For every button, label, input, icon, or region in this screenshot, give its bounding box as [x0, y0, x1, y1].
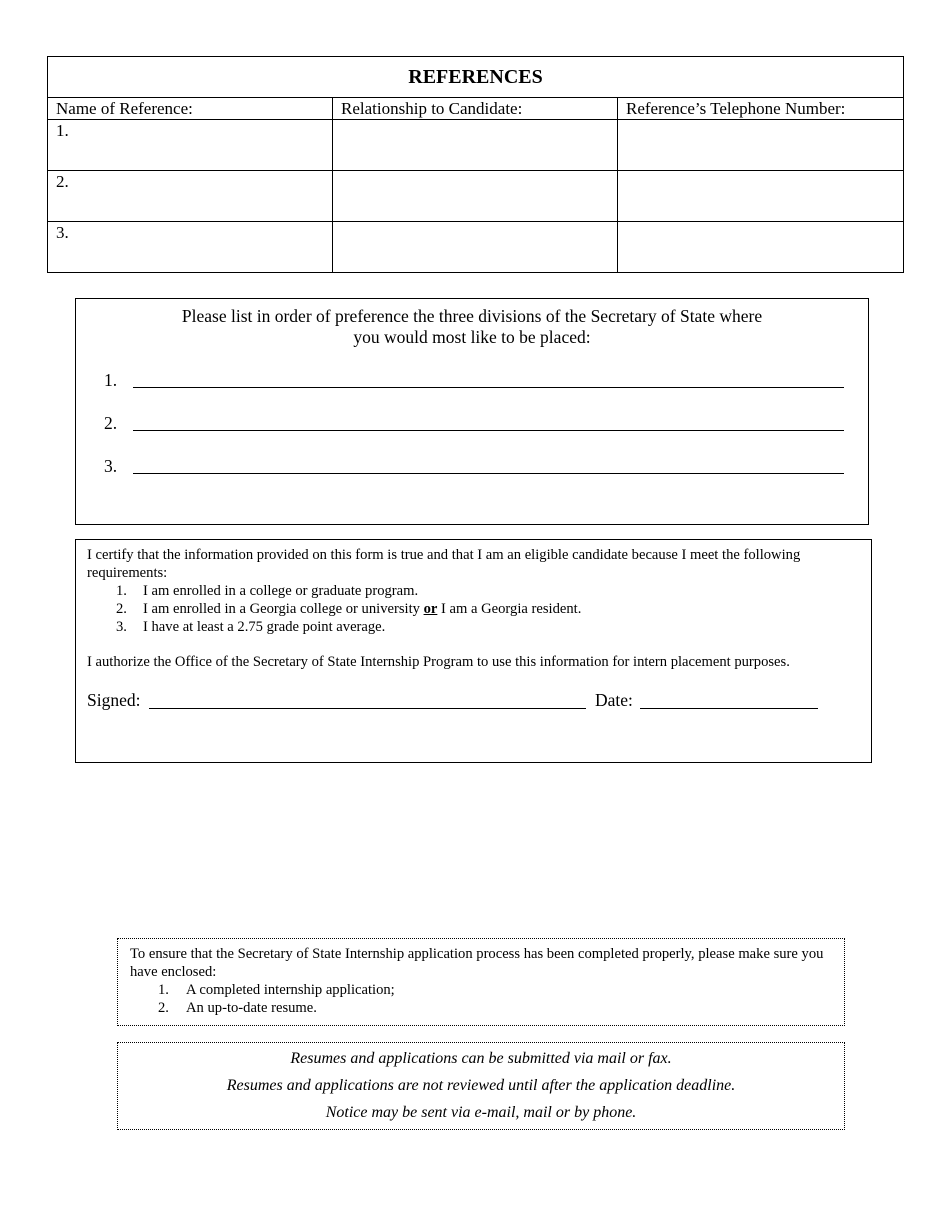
telephone-cell-1[interactable]: [618, 120, 904, 171]
note-submission-method: Resumes and applications can be submitted via mail or fax.: [290, 1050, 672, 1067]
header-telephone: Reference’s Telephone Number:: [618, 98, 904, 120]
requirement-text: I am enrolled in a college or graduate program.: [143, 583, 419, 599]
requirement-item: [116, 582, 418, 600]
table-row: [48, 222, 904, 273]
reference-name-cell-1[interactable]: [48, 120, 333, 171]
requirement-text: I have at least a 2.75 grade point average.: [143, 619, 386, 635]
certify-statement: I certify that the information provided on this form is true and that I am an eligible candidate because I meet the following requirements:: [87, 547, 801, 581]
requirement-emphasis: or: [423, 601, 438, 617]
division-input-2[interactable]: [133, 430, 844, 431]
header-relationship: Relationship to Candidate:: [333, 98, 618, 120]
checklist-text: An up-to-date resume.: [186, 1000, 317, 1016]
checklist-item: [158, 999, 317, 1017]
checklist-text: A completed internship application;: [186, 982, 395, 998]
division-number: 2.: [104, 413, 118, 433]
division-input-1[interactable]: [133, 387, 844, 388]
relationship-cell-2[interactable]: [333, 171, 618, 222]
requirement-item: [116, 600, 581, 618]
row-number: 2.: [56, 172, 69, 191]
submission-notes-box: [117, 1042, 845, 1130]
row-number: 3.: [56, 223, 69, 242]
requirement-item: [116, 618, 385, 636]
certification-box: [75, 539, 872, 763]
date-line[interactable]: [640, 708, 818, 709]
row-number: 1.: [56, 121, 69, 140]
reference-name-cell-2[interactable]: [48, 171, 333, 222]
table-row: [48, 120, 904, 171]
checklist-number: 1.: [158, 982, 169, 998]
note-review-timing: Resumes and applications are not reviewed until after the application deadline.: [226, 1077, 736, 1094]
division-number: 3.: [104, 456, 118, 476]
reference-name-cell-3[interactable]: [48, 222, 333, 273]
signed-label: Signed:: [87, 690, 141, 710]
division-number: 1.: [104, 370, 118, 390]
table-row: [48, 171, 904, 222]
requirement-text: I am enrolled in a Georgia college or university: [143, 601, 424, 617]
references-table: [47, 56, 904, 273]
checklist-box: [117, 938, 845, 1026]
checklist-number: 2.: [158, 1000, 169, 1016]
checklist-item: [158, 981, 395, 999]
requirement-text-after: I am a Georgia resident.: [437, 601, 582, 617]
relationship-cell-1[interactable]: [333, 120, 618, 171]
divisions-preference-box: [75, 298, 869, 525]
requirement-number: 2.: [116, 601, 127, 617]
divisions-intro: [76, 306, 868, 348]
note-notification: Notice may be sent via e-mail, mail or by phone.: [325, 1104, 637, 1121]
authorize-statement: I authorize the Office of the Secretary of State Internship Program to use this information for intern placement purposes.: [87, 654, 790, 670]
relationship-cell-3[interactable]: [333, 222, 618, 273]
divisions-intro-line-2: you would most like to be placed:: [353, 327, 591, 347]
signature-line[interactable]: [149, 708, 586, 709]
division-input-3[interactable]: [133, 473, 844, 474]
requirement-number: 3.: [116, 619, 127, 635]
telephone-cell-3[interactable]: [618, 222, 904, 273]
date-label: Date:: [595, 690, 633, 710]
references-title: REFERENCES: [48, 57, 904, 98]
telephone-cell-2[interactable]: [618, 171, 904, 222]
header-name-of-reference: Name of Reference:: [48, 98, 333, 120]
checklist-intro: To ensure that the Secretary of State Internship application process has been completed properly, please make sure you have enclosed:: [130, 946, 824, 980]
divisions-intro-line-1: Please list in order of preference the three divisions of the Secretary of State where: [181, 306, 763, 326]
requirement-number: 1.: [116, 583, 127, 599]
